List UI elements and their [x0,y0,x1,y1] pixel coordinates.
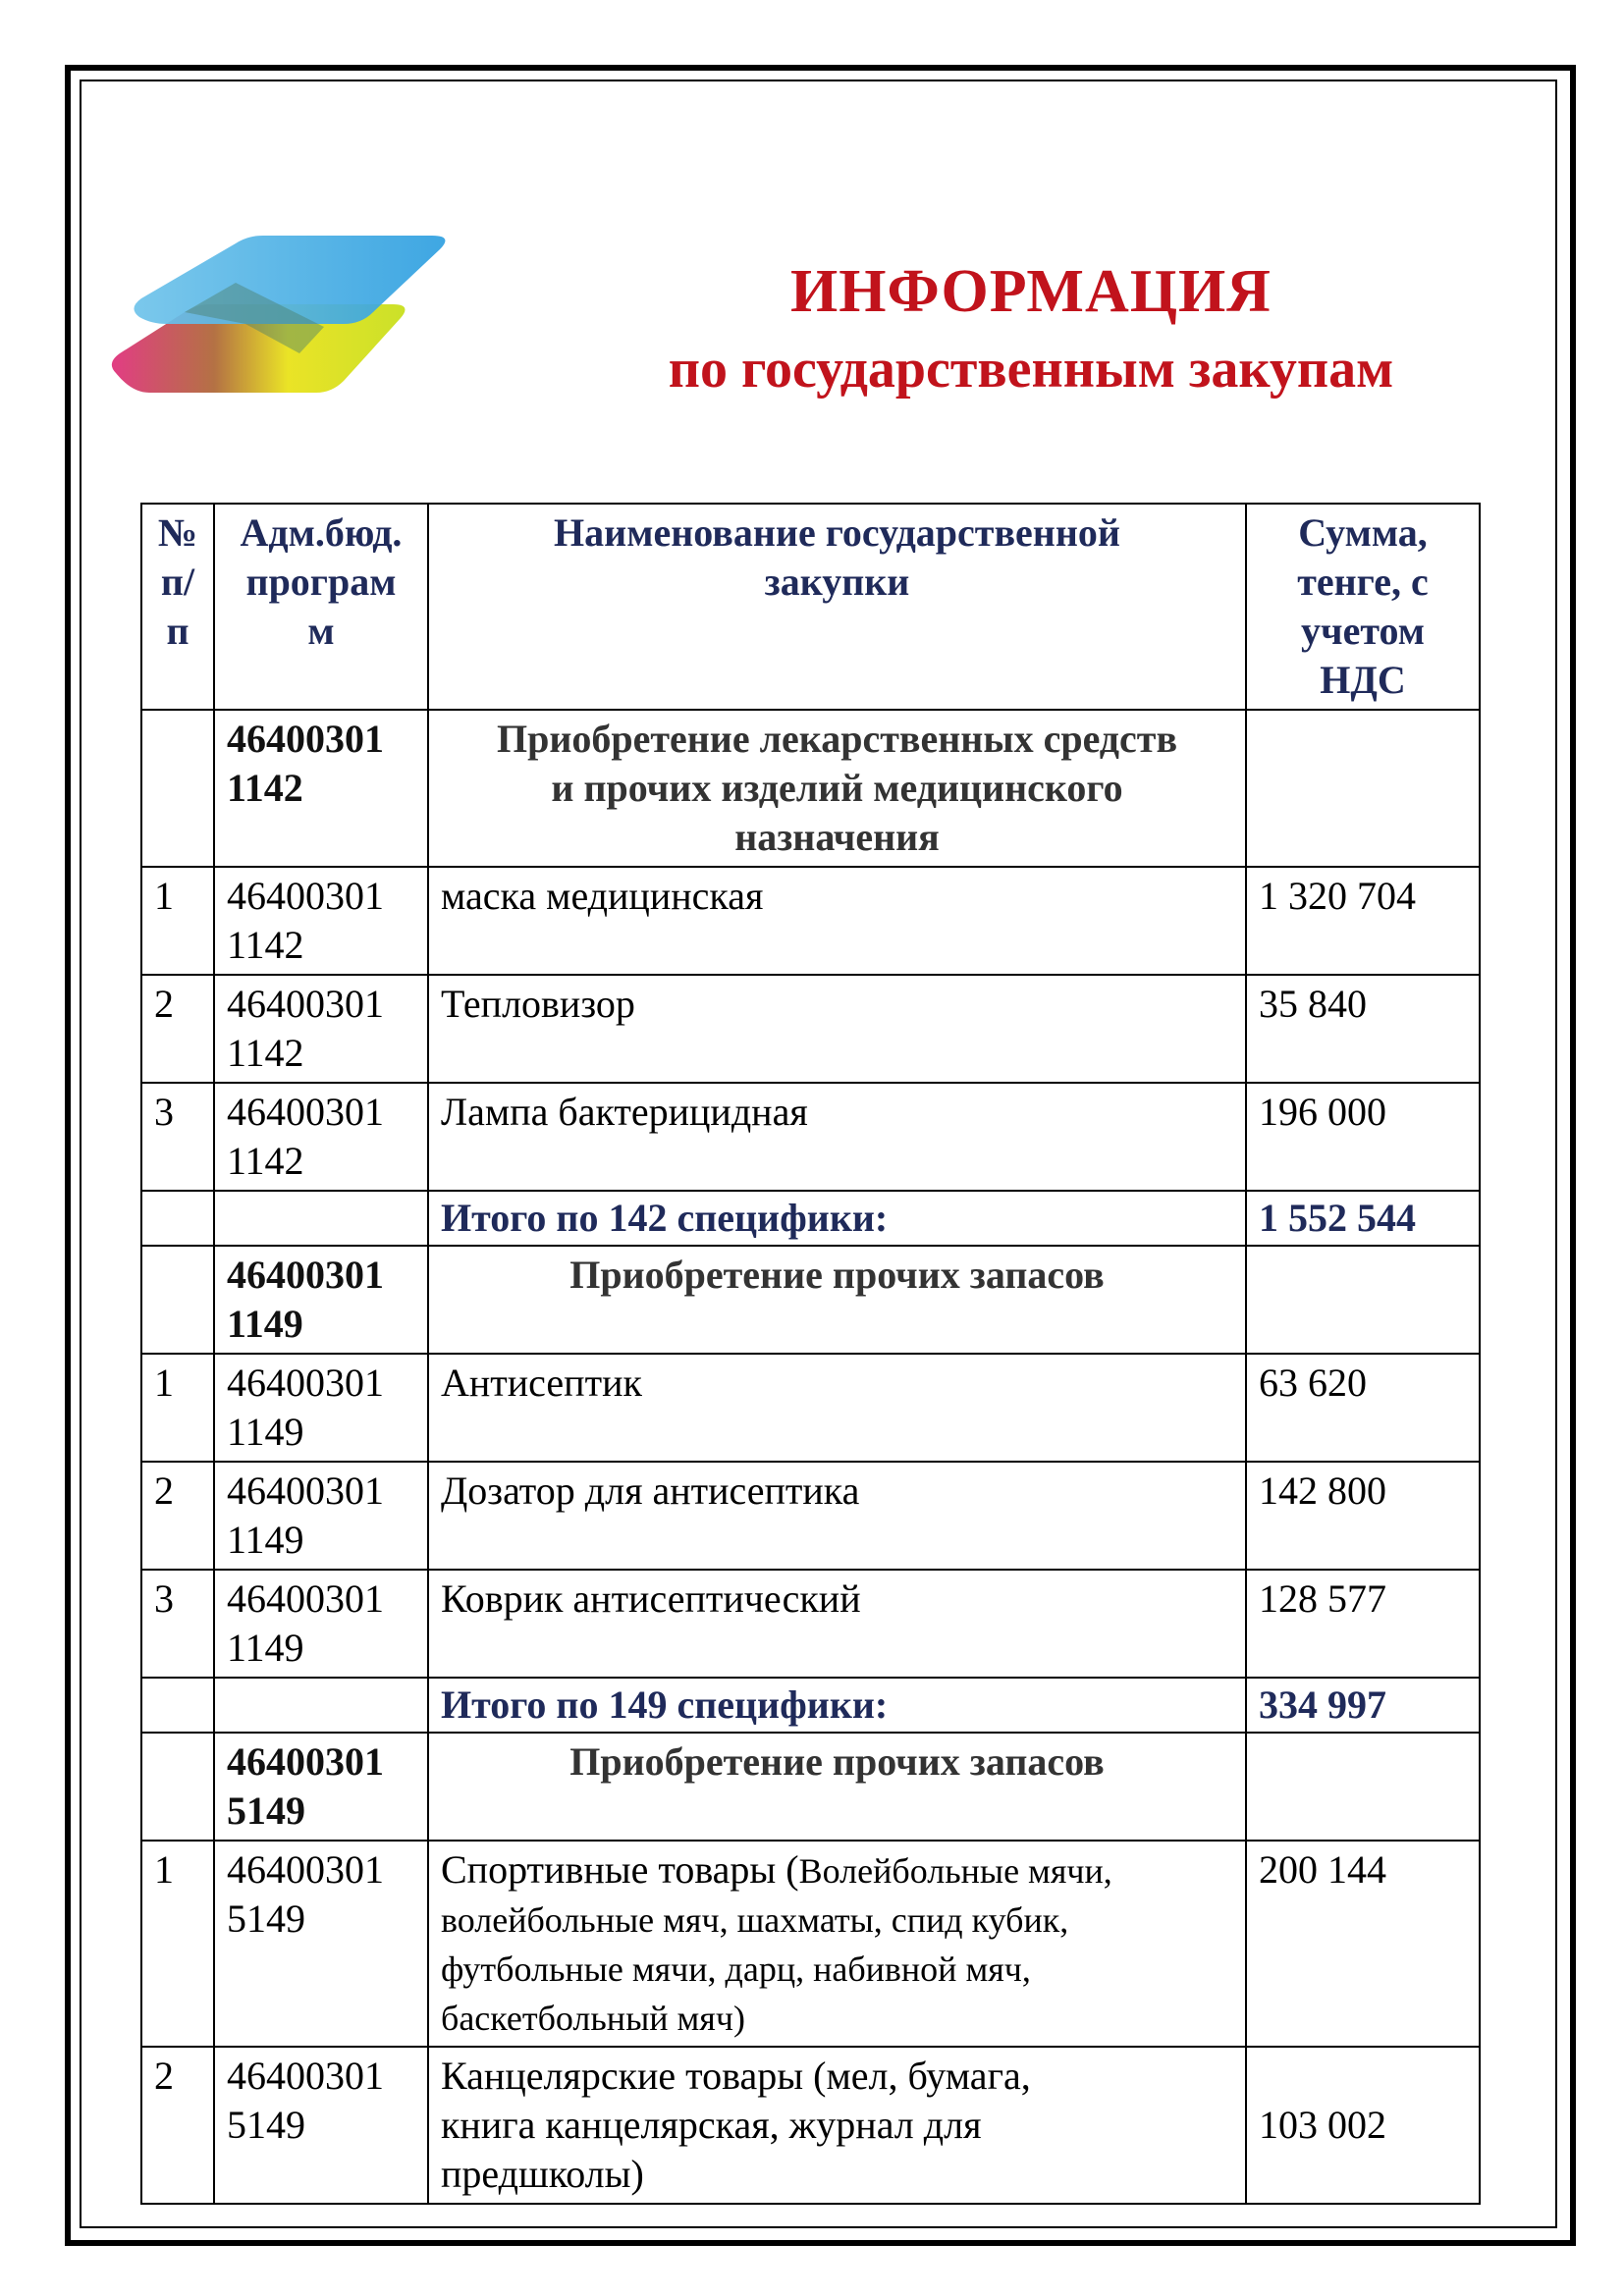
row-code: 46400301 1142 [214,975,428,1083]
total-value: 1 552 544 [1246,1191,1480,1246]
group-title: Приобретение прочих запасов [428,1246,1246,1354]
row-sum: 63 620 [1246,1354,1480,1462]
row-name: Коврик антисептический [428,1570,1246,1678]
row-name: маска медицинская [428,867,1246,975]
row-sum: 200 144 [1246,1841,1480,2047]
row-num: 3 [141,1083,214,1191]
group-num-cell [141,1246,214,1354]
group-sum-cell [1246,710,1480,867]
group-title: Приобретение лекарственных средств и прочих изделий медицинского назначения [428,710,1246,867]
total-empty-cell [214,1678,428,1733]
row-name: Канцелярские товары (мел, бумага, книга канцелярская, журнал для предшколы) [428,2047,1246,2204]
group-sum-cell [1246,1246,1480,1354]
row-sum: 142 800 [1246,1462,1480,1570]
total-label: Итого по 142 специфики: [428,1191,1246,1246]
row-name: Антисептик [428,1354,1246,1462]
row-code: 46400301 5149 [214,2047,428,2204]
total-row [141,1191,1480,1246]
table-row [141,1462,1480,1570]
total-value: 334 997 [1246,1678,1480,1733]
row-name [428,1841,1246,2047]
table-header-row [141,504,1480,710]
row-sum: 103 002 [1246,2047,1480,2204]
row-sum: 128 577 [1246,1570,1480,1678]
group-header-row [141,1246,1480,1354]
row-num: 1 [141,867,214,975]
table-row [141,1841,1480,2047]
title-block [589,250,1473,405]
row-name: Лампа бактерицидная [428,1083,1246,1191]
row-name: Дозатор для антисептика [428,1462,1246,1570]
group-header-row [141,1733,1480,1841]
page-title: ИНФОРМАЦИЯ [790,258,1272,325]
row-name-main: Спортивные товары ( [441,1847,799,1892]
row-code: 46400301 1149 [214,1354,428,1462]
group-code: 46400301 1149 [214,1246,428,1354]
procurement-table [140,503,1481,2205]
total-empty-cell [141,1191,214,1246]
header-sum: Сумма, тенге, с учетом НДС [1246,504,1480,710]
total-label: Итого по 149 специфики: [428,1678,1246,1733]
row-num: 1 [141,1354,214,1462]
row-num: 1 [141,1841,214,2047]
row-sum: 35 840 [1246,975,1480,1083]
group-code: 46400301 5149 [214,1733,428,1841]
row-name: Тепловизор [428,975,1246,1083]
table-row [141,1354,1480,1462]
table-row [141,1083,1480,1191]
group-sum-cell [1246,1733,1480,1841]
row-name-detail: Волейбольные мячи, волейбольные мяч, шахматы, спид кубик, футбольные мячи, дарц, набивной мяч, баскетбольный мяч) [441,1851,1112,2038]
header-num: № п/ п [141,504,214,710]
header-program: Адм.бюд. програм м [214,504,428,710]
logo-icon [98,234,471,425]
group-header-row [141,710,1480,867]
row-code: 46400301 1142 [214,867,428,975]
total-row [141,1678,1480,1733]
total-empty-cell [214,1191,428,1246]
row-code: 46400301 1142 [214,1083,428,1191]
row-num: 2 [141,975,214,1083]
row-code: 46400301 1149 [214,1570,428,1678]
table-row [141,867,1480,975]
row-num: 2 [141,1462,214,1570]
total-empty-cell [141,1678,214,1733]
row-code: 46400301 1149 [214,1462,428,1570]
row-sum: 196 000 [1246,1083,1480,1191]
row-num: 3 [141,1570,214,1678]
group-num-cell [141,1733,214,1841]
page-subtitle: по государственным закупам [668,339,1394,400]
group-title: Приобретение прочих запасов [428,1733,1246,1841]
table-row [141,1570,1480,1678]
header-name: Наименование государственной закупки [428,504,1246,710]
row-num: 2 [141,2047,214,2204]
table-row [141,975,1480,1083]
row-sum: 1 320 704 [1246,867,1480,975]
group-code: 46400301 1142 [214,710,428,867]
group-num-cell [141,710,214,867]
row-code: 46400301 5149 [214,1841,428,2047]
table-row [141,2047,1480,2204]
